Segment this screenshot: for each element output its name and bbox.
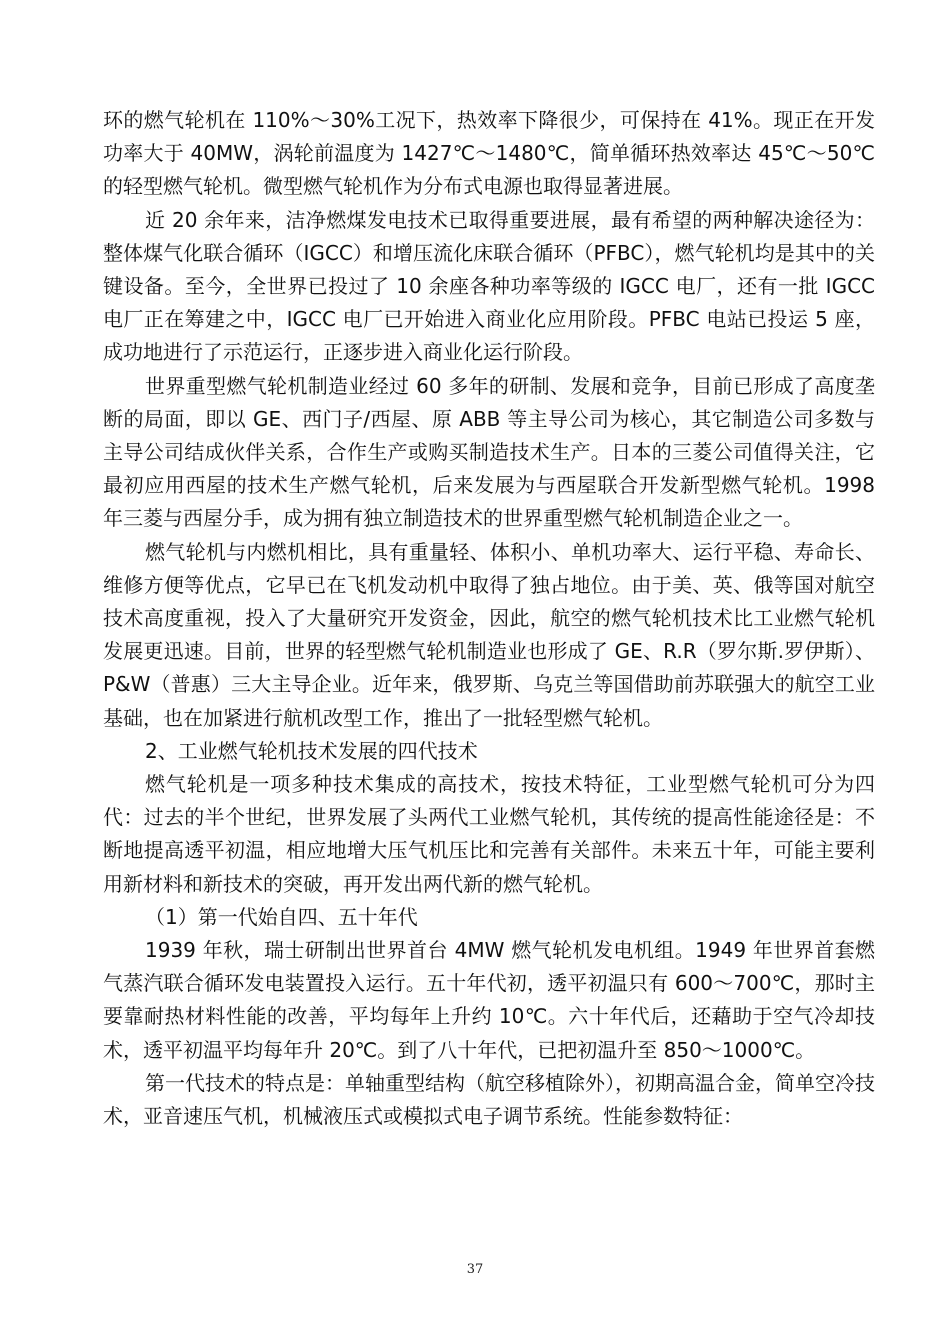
page-number: 37 — [466, 1262, 484, 1277]
paragraph-1: 环的燃气轮机在 110%～30%工况下，热效率下降很少，可保持在 41%。现正在开发功率大于 40MW，涡轮前温度为 1427℃～1480℃，简单循环热效率达 45℃～50℃的轻型燃气轮机。微型燃气轮机作为分布式电源也取得显著进展。 — [103, 108, 875, 199]
paragraph-5: 燃气轮机是一项多种技术集成的高技术，按技术特征，工业型燃气轮机可分为四代：过去的半个世纪，世界发展了头两代工业燃气轮机，其传统的提高性能途径是：不断地提高透平初温，相应地增大压气机压比和完善有关部件。未来五十年，可能主要利用新材料和新技术的突破，再开发出两代新的燃气轮机。 — [103, 772, 875, 896]
subsection-heading: （1）第一代始自四、五十年代 — [145, 904, 418, 929]
paragraph-4: 燃气轮机与内燃机相比，具有重量轻、体积小、单机功率大、运行平稳、寿命长、维修方便等优点，它早已在飞机发动机中取得了独占地位。由于美、英、俄等国对航空技术高度重视，投入了大量研究开发资金，因此，航空的燃气轮机技术比工业燃气轮机发展更迅速。目前，世界的轻型燃气轮机制造业也形成了 GE、R.R（罗尔斯.罗伊斯）、P&W（普惠）三大主导企业。近年来，俄罗斯、乌克兰等国借助前苏联强大的航空工业基础，也在加紧进行航机改型工作，推出了一批轻型燃气轮机。 — [103, 539, 875, 730]
paragraph-2: 近 20 余年来，洁净燃煤发电技术已取得重要进展，最有希望的两种解决途径为：整体煤气化联合循环（IGCC）和增压流化床联合循环（PFBC），燃气轮机均是其中的关键设备。至今，全世界已投过了 10 余座各种功率等级的 IGCC 电厂，还有一批 IGCC 电厂正在筹建之中，IGCC 电厂已开始进入商业化应用阶段。PFBC 电站已投运 5 座，成功地进行了示范运行，正逐步进入商业化运行阶段。 — [103, 207, 875, 365]
paragraph-6: 1939 年秋，瑞士研制出世界首台 4MW 燃气轮机发电机组。1949 年世界首套燃气蒸汽联合循环发电装置投入运行。五十年代初，透平初温只有 600～700℃，那时主要靠耐热材料性能的改善，平均每年上升约 10℃。六十年代后，还藉助于空气冷却技术，透平初温平均每年升 20℃。到了八十年代，已把初温升至 850～1000℃。 — [103, 938, 875, 1062]
paragraph-3: 世界重型燃气轮机制造业经过 60 多年的研制、发展和竞争，目前已形成了高度垄断的局面，即以 GE、西门子/西屋、原 ABB 等主导公司为核心，其它制造公司多数与主导公司结成伙伴关系，合作生产或购买制造技术生产。日本的三菱公司值得关注，它最初应用西屋的技术生产燃气轮机，后来发展为与西屋联合开发新型燃气轮机。1998 年三菱与西屋分手，成为拥有独立制造技术的世界重型燃气轮机制造企业之一。 — [103, 373, 875, 531]
document-body — [103, 104, 875, 1133]
section-heading: 2、工业燃气轮机技术发展的四代技术 — [145, 738, 478, 763]
paragraph-7: 第一代技术的特点是：单轴重型结构（航空移植除外），初期高温合金，简单空冷技术，亚音速压气机，机械液压式或模拟式电子调节系统。性能参数特征： — [103, 1070, 875, 1129]
